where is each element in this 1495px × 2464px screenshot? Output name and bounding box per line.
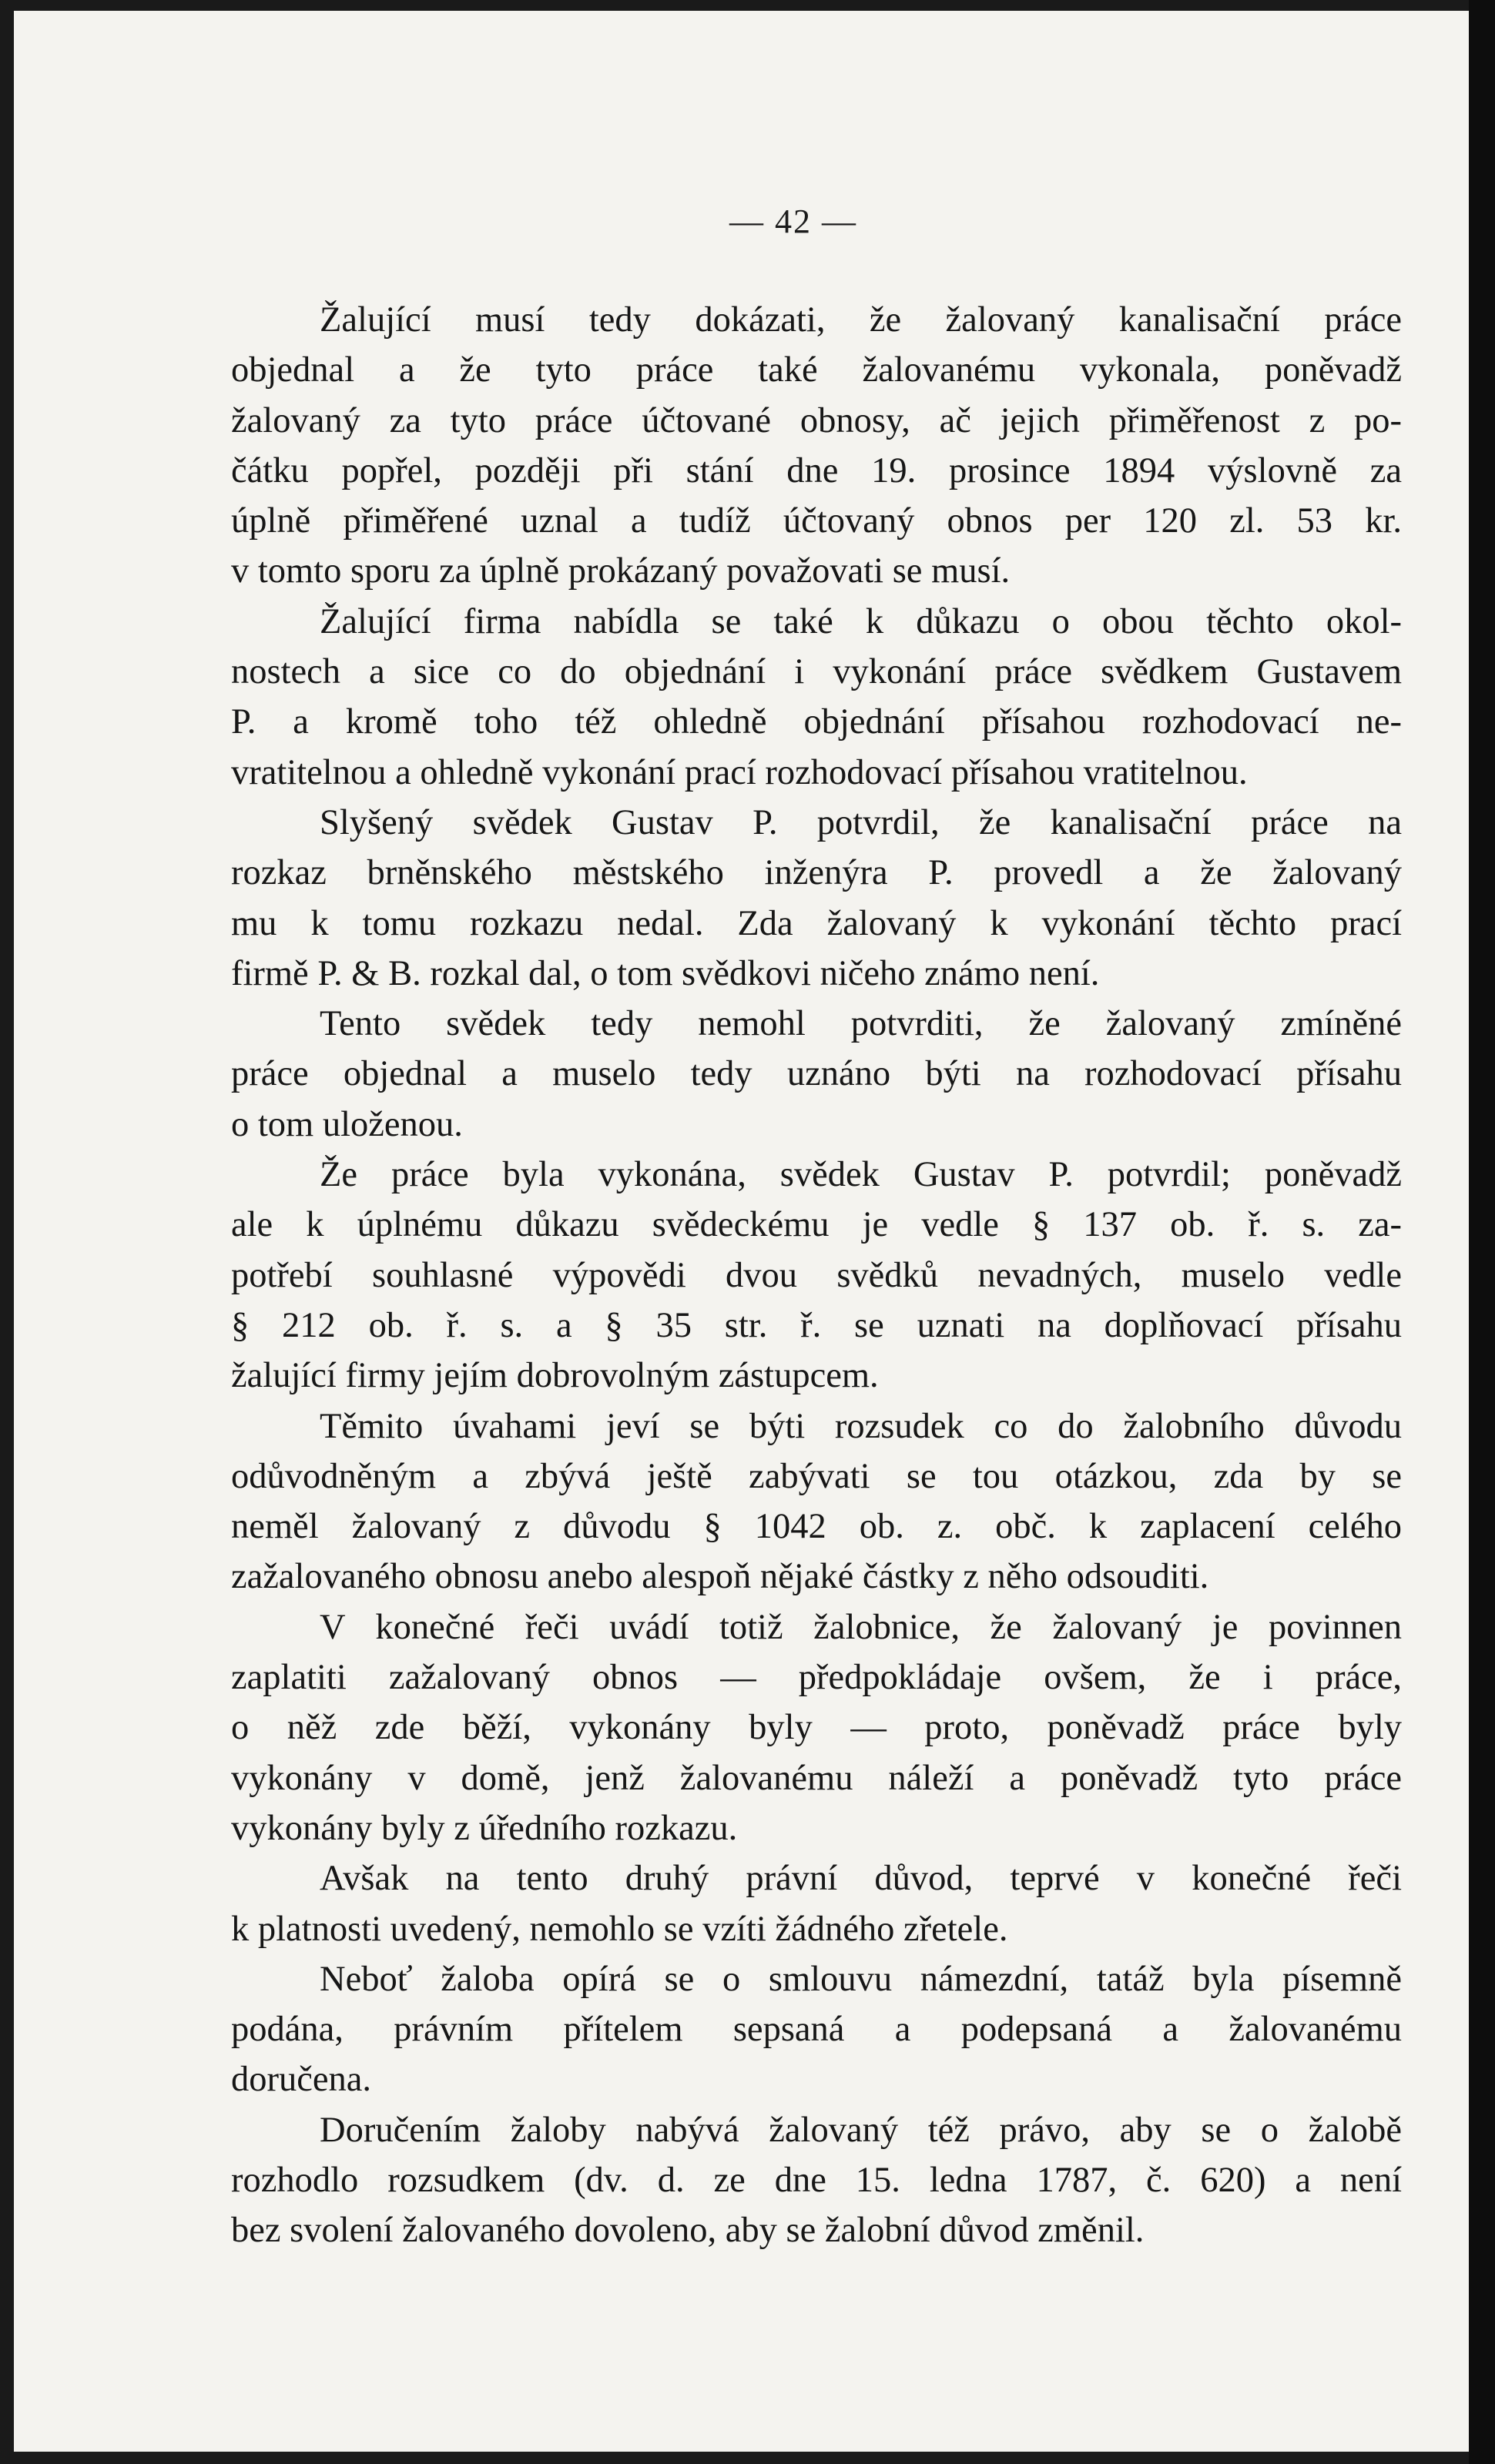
text-line: doručena. <box>231 2060 372 2100</box>
text-line: žalující firmy jejím dobrovolným zástupcem. <box>231 1356 879 1396</box>
text-line: Žalující musí tedy dokázati, že žalovaný kanalisační práce <box>320 300 1402 340</box>
text-line: čátku popřel, později při stání dne 19. prosince 1894 výslovně za <box>231 450 1402 490</box>
text-line: mu k tomu rozkazu nedal. Zda žalovaný k vykonání těchto prací <box>231 903 1402 943</box>
text-line: § 212 ob. ř. s. a § 35 str. ř. se uznati na doplňovací přísahu <box>231 1305 1402 1345</box>
text-line: Těmito úvahami jeví se býti rozsudek co do žalobního důvodu <box>320 1406 1402 1446</box>
text-line: o tom uloženou. <box>231 1104 463 1144</box>
text-line: rozhodlo rozsudkem (dv. d. ze dne 15. ledna 1787, č. 620) a není <box>231 2160 1402 2200</box>
text-line: odůvodněným a zbývá ještě zabývati se tou otázkou, zda by se <box>231 1456 1402 1496</box>
text-line: úplně přiměřené uznal a tudíž účtovaný obnos per 120 zl. 53 kr. <box>231 501 1402 541</box>
text-line: ale k úplnému důkazu svědeckému je vedle § 137 ob. ř. s. za- <box>231 1205 1402 1245</box>
text-line: Žalující firma nabídla se také k důkazu o obou těchto okol- <box>320 601 1402 641</box>
text-line: zažalovaného obnosu anebo alespoň nějaké částky z něho odsouditi. <box>231 1557 1209 1597</box>
text-line: rozkaz brněnského městského inženýra P. provedl a že žalovaný <box>231 853 1402 893</box>
text-line: potřebí souhlasné výpovědi dvou svědků nevadných, muselo vedle <box>231 1255 1402 1295</box>
text-line: zaplatiti zažalovaný obnos — předpokládaje ovšem, že i práce, <box>231 1658 1402 1698</box>
text-line: Tento svědek tedy nemohl potvrditi, že žalovaný zmíněné <box>320 1004 1402 1044</box>
text-line: Že práce byla vykonána, svědek Gustav P. potvrdil; poněvadž <box>320 1155 1402 1195</box>
text-line: V konečné řeči uvádí totiž žalobnice, že žalovaný je povinnen <box>320 1607 1402 1647</box>
text-line: Slyšený svědek Gustav P. potvrdil, že kanalisační práce na <box>320 802 1402 842</box>
text-line: vratitelnou a ohledně vykonání prací rozhodovací přísahou vratitelnou. <box>231 752 1248 792</box>
text-line: Neboť žaloba opírá se o smlouvu námezdní, tatáž byla písemně <box>320 1959 1402 1999</box>
text-line: podána, právním přítelem sepsaná a podepsaná a žalovanému <box>231 2010 1402 2050</box>
page-number: — 42 — <box>729 203 857 240</box>
text-line: objednal a že tyto práce také žalovanému vykonala, poněvadž <box>231 350 1402 390</box>
text-line: firmě P. & B. rozkal dal, o tom svědkovi ničeho známo není. <box>231 953 1100 993</box>
text-line: P. a kromě toho též ohledně objednání přísahou rozhodovací ne- <box>231 702 1402 742</box>
body-text <box>231 295 1402 2256</box>
text-line: v tomto sporu za úplně prokázaný považovati se musí. <box>231 551 1011 591</box>
text-line: vykonány v domě, jenž žalovanému náleží a poněvadž tyto práce <box>231 1758 1402 1798</box>
text-line: bez svolení žalovaného dovoleno, aby se žalobní důvod změnil. <box>231 2211 1145 2251</box>
text-line: nostech a sice co do objednání i vykonání práce svědkem Gustavem <box>231 652 1402 692</box>
text-line: neměl žalovaný z důvodu § 1042 ob. z. obč. k zaplacení celého <box>231 1507 1402 1547</box>
text-line: k platnosti uvedený, nemohlo se vzíti žádného zřetele. <box>231 1909 1008 1949</box>
text-line: práce objednal a muselo tedy uznáno býti na rozhodovací přísahu <box>231 1054 1402 1094</box>
text-line: vykonány byly z úředního rozkazu. <box>231 1808 738 1848</box>
text-line: o něž zde běží, vykonány byly — proto, poněvadž práce byly <box>231 1708 1402 1748</box>
text-line: Avšak na tento druhý právní důvod, teprvé v konečné řeči <box>320 1859 1402 1899</box>
text-line: Doručením žaloby nabývá žalovaný též právo, aby se o žalobě <box>320 2110 1402 2150</box>
scan-border-edge <box>1469 0 1495 2464</box>
text-line: žalovaný za tyto práce účtované obnosy, ač jejich přiměřenost z po- <box>231 400 1402 440</box>
